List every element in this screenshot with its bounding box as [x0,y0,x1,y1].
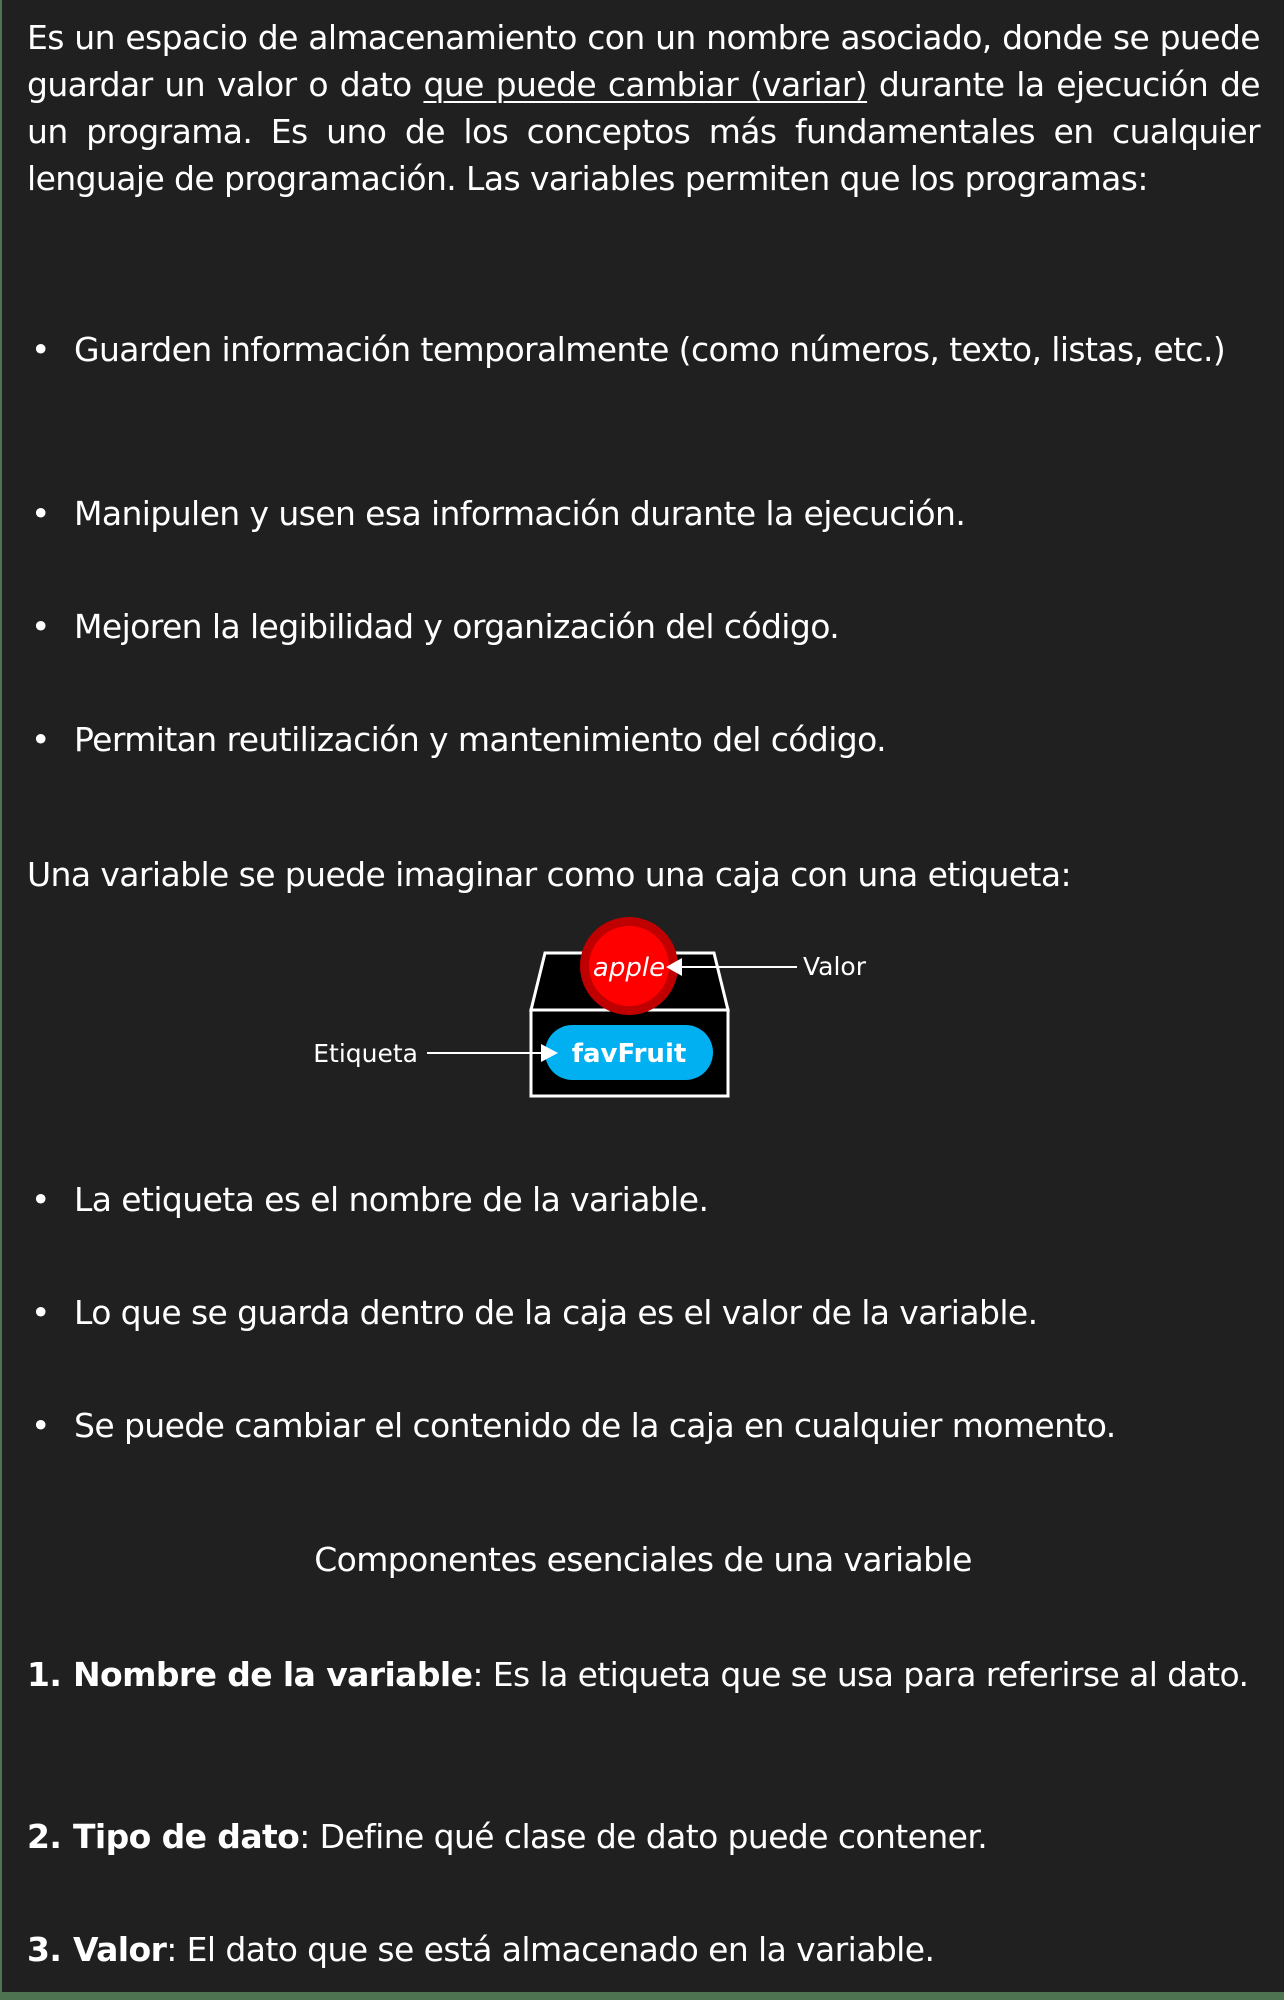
purpose-bullet [27,490,1260,537]
purpose-bullet [27,603,1260,650]
bullet-icon: • [31,494,50,533]
bullet-text: Permitan reutilización y mantenimiento del código. [74,720,887,759]
bullet-icon: • [31,330,50,369]
item-body [27,1926,1260,1973]
bullet-text: Se puede cambiar el contenido de la caja en cualquier momento. [74,1406,1116,1445]
item-term: Valor [73,1930,167,1969]
item-term: Nombre de la variable [73,1655,473,1694]
component-item [27,1926,1260,1973]
bullet-text: Mejoren la legibilidad y organización del código. [74,607,840,646]
component-item [27,1651,1260,1698]
item-term: Tipo de dato [73,1817,300,1856]
bullet-text: Guarden información temporalmente (como números, texto, listas, etc.) [74,330,1226,369]
apple-value-text: apple [592,953,666,983]
item-number: 2. [27,1817,62,1856]
intro-text-start: Es un espacio de almacenamiento con un nombre asociado, donde se puede guardar un valor o dato [27,18,1260,104]
item-description: : El dato que se está almacenado en la variable. [166,1930,935,1969]
component-item [27,1813,1260,1860]
purpose-bullet [27,326,1260,373]
analogy-bullet [27,1289,1260,1336]
analogy-bullet [27,1176,1260,1223]
bullet-icon: • [31,1406,50,1445]
document-page [2,0,1284,1992]
item-description: : Es la etiqueta que se usa para referirse al dato. [472,1655,1249,1694]
bullet-icon: • [31,720,50,759]
variable-box-diagram [2,900,1284,1120]
bullet-icon: • [31,607,50,646]
intro-text-end: durante la ejecución de un programa. Es uno de los conceptos más fundamentales en cualquier lenguaje de programación. Las variables permiten que los programas: [27,65,1260,198]
item-body [73,1651,1260,1698]
item-number: 3. [27,1930,62,1969]
item-body [27,1813,1260,1860]
bullet-icon: • [31,1293,50,1332]
tag-text: favFruit [571,1039,687,1069]
bullet-text: La etiqueta es el nombre de la variable. [74,1180,709,1219]
tag-label: Etiqueta [313,1039,418,1068]
value-label: Valor [803,952,867,981]
analogy-text: Una variable se puede imaginar como una caja con una etiqueta: [27,855,1072,894]
purpose-bullet [27,716,1260,763]
bullet-icon: • [31,1180,50,1219]
item-number: 1. [27,1655,62,1694]
item-description: : Define qué clase de dato puede contener. [299,1817,988,1856]
intro-underlined-text: que puede cambiar (variar) [423,65,868,104]
components-heading: Componentes esenciales de una variable [314,1540,972,1579]
bullet-text: Manipulen y usen esa información durante la ejecución. [74,494,966,533]
intro-paragraph [27,14,1260,202]
bullet-text: Lo que se guarda dentro de la caja es el valor de la variable. [74,1293,1038,1332]
box-diagram-graphic [2,900,1284,1120]
analogy-bullet [27,1402,1260,1449]
